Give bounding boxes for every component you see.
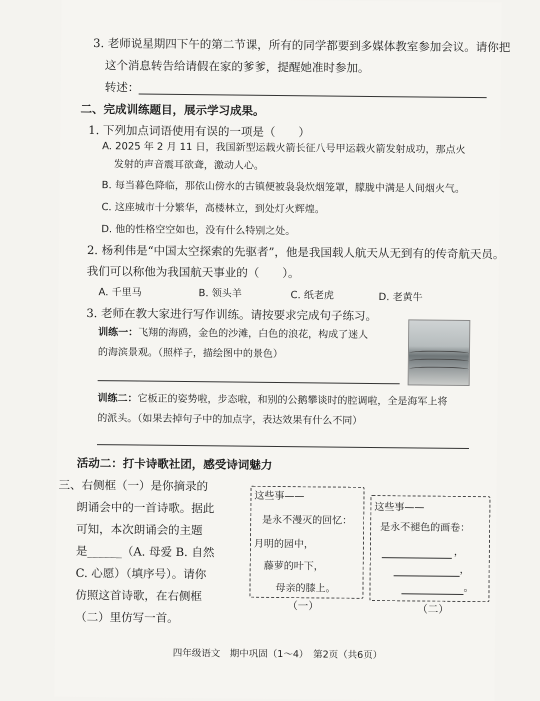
box1-line3: 月明的园中， bbox=[253, 538, 315, 551]
box1-line1: 这些事—— bbox=[254, 490, 305, 503]
wave-mark bbox=[409, 358, 469, 364]
box1-line2: 是永不漫灭的回忆： bbox=[262, 514, 353, 527]
box2-period: 。 bbox=[463, 582, 474, 595]
wave-mark bbox=[409, 350, 469, 356]
q1-option-a-line1: A. 2025 年 2 月 11 日，我国新型运载火箭长征八号甲运载火箭发射成功，那点火 bbox=[102, 141, 466, 156]
train1-line2: 的海滨景观。（照样子，描绘图中的景色） bbox=[97, 347, 284, 361]
section3-line6: 仿照这首诗歌，在右侧框 bbox=[75, 587, 202, 604]
q1-stem: 1. 下列加点词语使用有误的一项是（ ） bbox=[88, 123, 310, 140]
section3-line7: （二）里仿写一首。 bbox=[75, 609, 179, 625]
box1-line5: 母亲的膝上。 bbox=[275, 582, 336, 595]
train1-text: 飞翔的海鸥，金色的沙滩，白色的浪花，构成了迷人 bbox=[138, 327, 369, 341]
q2-line1: 2. 杨利伟是“中国太空探索的先驱者”，他是我国载人航天从无到有的传奇航天员。 bbox=[86, 242, 505, 262]
q3-intro-line1 bbox=[93, 36, 510, 54]
train2-label: 训练二： bbox=[97, 393, 138, 405]
train2-line1 bbox=[97, 392, 447, 409]
q3-intro-text: 老师说星期四下午的第二节课，所有的同学都要到多媒体教室参加会议。请你把 bbox=[107, 36, 511, 55]
box2-comma-1: ， bbox=[453, 546, 464, 558]
q1-option-d: D. 他的性格空空如也，没有什么特别之处。 bbox=[101, 224, 296, 238]
q3-intro-line2: 这个消息转告给请假在家的爹爹，提醒她准时参加。 bbox=[104, 58, 370, 75]
relay-label: 转述： bbox=[104, 80, 140, 95]
box2-caption: （二） bbox=[417, 603, 449, 616]
q1-option-a-line2: 发射的声音震耳欲聋，激动人心。 bbox=[113, 159, 264, 172]
box2-line2: 是永不褪色的画卷： bbox=[380, 522, 471, 535]
q2-line2: 我们可以称他为我国航天事业的（ ）。 bbox=[86, 263, 300, 281]
q1-option-c: C. 这座城市十分繁华，高楼林立，到处灯火辉煌。 bbox=[101, 202, 325, 216]
wave-mark bbox=[409, 366, 469, 372]
train2-text: 它板正的姿势啦，步态啦，和别的公鹅攀谈时的腔调啦，全是海军上将 bbox=[137, 393, 448, 408]
train2-answer-line[interactable] bbox=[97, 444, 469, 449]
section3-line5: C. 心愿）（填序号）。请你 bbox=[75, 565, 207, 582]
box1-line4: 藤萝的叶下， bbox=[263, 560, 324, 573]
section2-heading: 二、完成训练题目，展示学习成果。 bbox=[80, 101, 265, 118]
page-footer: 四年级语文 期中巩固（1～4） 第2页（共6页） bbox=[172, 647, 383, 662]
q2-option-a: A. 千里马 bbox=[98, 287, 142, 299]
activity2-heading: 活动二：打卡诗歌社团，感受诗词魅力 bbox=[76, 455, 273, 472]
box2-comma-2: ， bbox=[459, 564, 470, 577]
train1-line1 bbox=[98, 326, 368, 342]
q1-option-b: B. 每当暮色降临，那依山傍水的古镇便被袅袅炊烟笼罩，朦胧中满是人间烟火气。 bbox=[101, 180, 465, 195]
q2-option-c: C. 纸老虎 bbox=[290, 290, 334, 302]
relay-answer-line[interactable] bbox=[139, 94, 487, 99]
section3-line3: 可知，本次朗诵会的主题 bbox=[76, 521, 203, 538]
section3-line4: 是______（A. 母爱 B. 自然 bbox=[75, 543, 215, 560]
q3-stem: 3. 老师在教大家进行写作训练。请按要求完成句子练习。 bbox=[86, 305, 378, 324]
q2-option-b: B. 领头羊 bbox=[198, 288, 242, 300]
train2-line2: 的派头。（如果去掉句子中的加点字，表达效果有什么不同） bbox=[97, 413, 363, 427]
train1-label: 训练一： bbox=[98, 327, 139, 339]
section3-line2: 朗诵会中的一首诗歌。据此 bbox=[76, 499, 215, 516]
seaside-picture bbox=[408, 319, 471, 386]
section3-line1: 三、右侧框（一）是你摘录的 bbox=[58, 477, 209, 494]
box1-caption: （一） bbox=[287, 600, 319, 613]
q3-intro-number: 3. bbox=[93, 36, 105, 51]
q2-option-d: D. 老黄牛 bbox=[378, 292, 423, 304]
train1-answer-line[interactable] bbox=[98, 380, 400, 384]
exam-page bbox=[54, 0, 511, 701]
box2-line1: 这些事—— bbox=[374, 502, 425, 514]
